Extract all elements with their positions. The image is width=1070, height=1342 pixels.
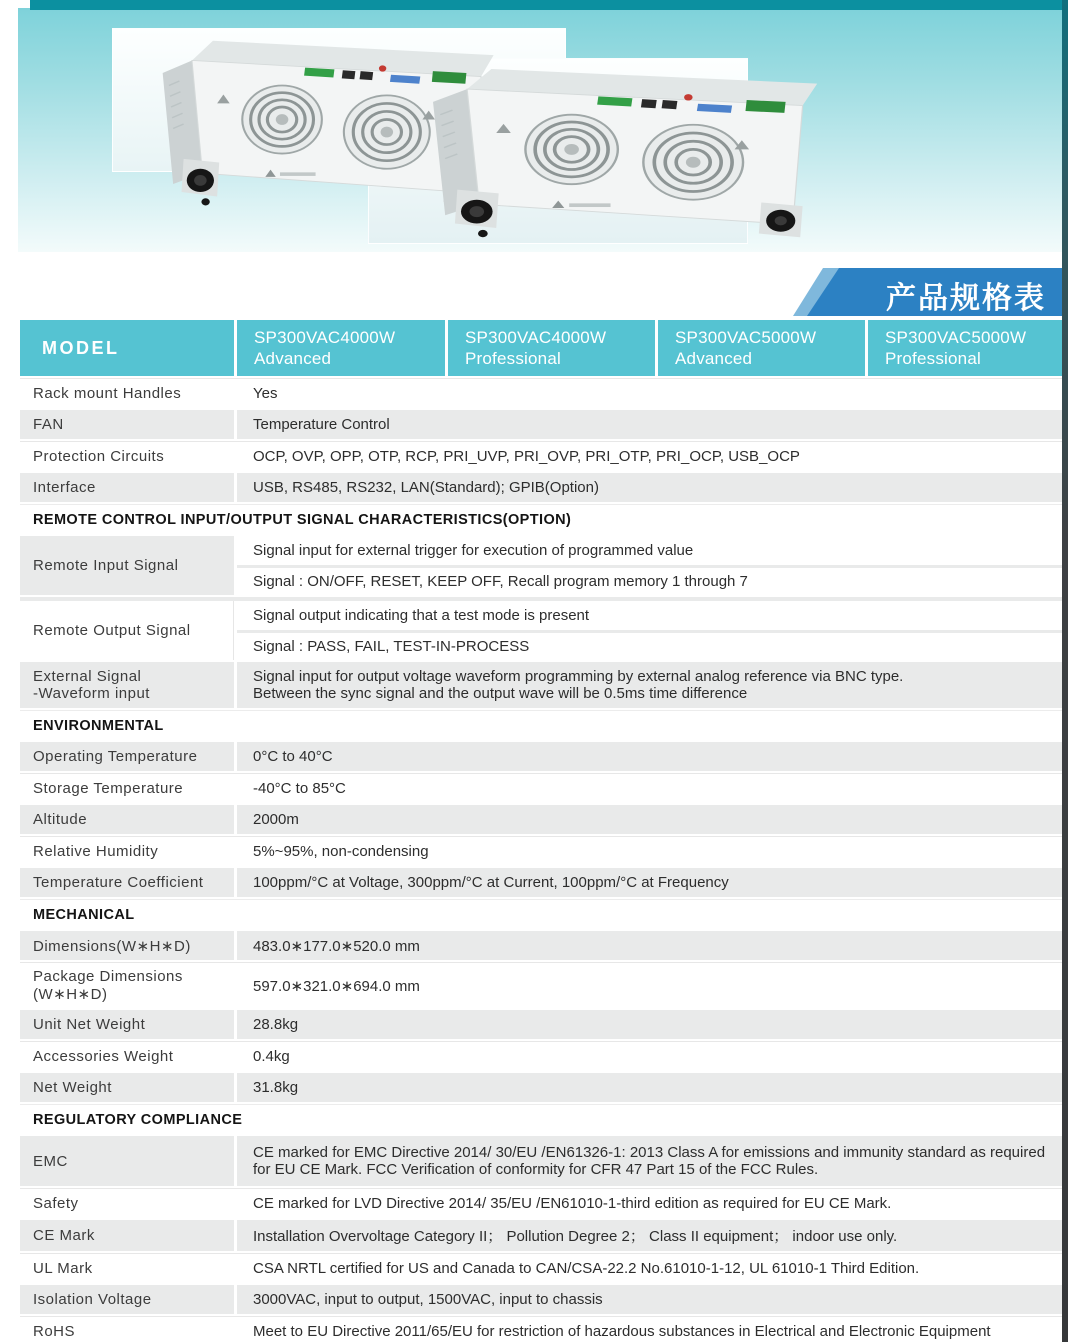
- spec-row-dimensions: [20, 931, 1062, 960]
- spec-sheet-banner: [793, 268, 1062, 316]
- section-header-environmental: ENVIRONMENTAL: [20, 710, 1062, 740]
- row-value: Signal output indicating that a test mode is present: [237, 601, 1062, 630]
- row-value: CE marked for EMC Directive 2014/ 30/EU /EN61326-1: 2013 Class A for emissions and immunity standard as required for EU CE Mark. FCC Verification of conformity for CFR 47 Part 15 of the FCC Rules.: [237, 1136, 1062, 1186]
- spec-row-relative-humidity: [20, 836, 1062, 866]
- spec-row-rack-mount-handles: [20, 378, 1062, 408]
- row-value: Signal input for external trigger for execution of programmed value: [237, 536, 1062, 565]
- spec-row-package-dimensions: [20, 962, 1062, 1008]
- row-label: Rack mount Handles: [20, 379, 234, 408]
- row-value: 100ppm/°C at Voltage, 300ppm/°C at Current, 100ppm/°C at Frequency: [237, 868, 1062, 897]
- spec-group-remote-output-signal: [20, 597, 1062, 660]
- spec-row-protection-circuits: [20, 441, 1062, 471]
- row-value: USB, RS485, RS232, LAN(Standard); GPIB(Option): [237, 473, 1062, 502]
- row-label: FAN: [20, 410, 234, 439]
- row-value: Yes: [237, 379, 1062, 408]
- row-label: Temperature Coefficient: [20, 868, 234, 897]
- spec-row-interface: [20, 473, 1062, 502]
- table-header-row: [20, 320, 1062, 376]
- model-header-cell: MODEL: [42, 337, 120, 358]
- section-header-mechanical: MECHANICAL: [20, 899, 1062, 929]
- spec-row-operating-temperature: [20, 742, 1062, 771]
- row-value: -40°C to 85°C: [237, 774, 1062, 803]
- row-label: Interface: [20, 473, 234, 502]
- power-supply-image-front: [416, 58, 878, 250]
- spec-row-safety: [20, 1188, 1062, 1218]
- row-label: Isolation Voltage: [20, 1285, 234, 1314]
- spec-group-remote-input-signal: [20, 536, 1062, 595]
- spec-row-ul-mark: [20, 1253, 1062, 1283]
- row-value: 3000VAC, input to output, 1500VAC, input to chassis: [237, 1285, 1062, 1314]
- row-value: 0°C to 40°C: [237, 742, 1062, 771]
- row-value: 0.4kg: [237, 1042, 1062, 1071]
- spec-row-external-signal: [20, 662, 1062, 708]
- section-header-regulatory-compliance: REGULATORY COMPLIANCE: [20, 1104, 1062, 1134]
- column-header-sp300vac4000w-advanced: SP300VAC4000W Advanced: [234, 320, 445, 376]
- row-label: Accessories Weight: [20, 1042, 234, 1071]
- row-label: Net Weight: [20, 1073, 234, 1102]
- row-label: UL Mark: [20, 1254, 234, 1283]
- spec-row-fan: [20, 410, 1062, 439]
- spec-row-isolation-voltage: [20, 1285, 1062, 1314]
- row-label: Safety: [20, 1189, 234, 1218]
- row-label: Relative Humidity: [20, 837, 234, 866]
- row-value: CE marked for LVD Directive 2014/ 35/EU /EN61010-1-third edition as required for EU CE Mark.: [237, 1189, 1062, 1218]
- row-value: Signal : ON/OFF, RESET, KEEP OFF, Recall program memory 1 through 7: [237, 565, 1062, 595]
- row-label: External Signal -Waveform input: [20, 662, 234, 708]
- row-value: Signal : PASS, FAIL, TEST-IN-PROCESS: [237, 630, 1062, 660]
- row-value: 483.0∗177.0∗520.0 mm: [237, 931, 1062, 960]
- row-value: Signal input for output voltage waveform programming by external analog reference via BNC type. Between the sync signal and the output wave will be 0.5ms time difference: [237, 662, 1062, 708]
- column-header-sp300vac4000w-professional: SP300VAC4000W Professional: [445, 320, 655, 376]
- spec-row-altitude: [20, 805, 1062, 834]
- row-label: Dimensions(W∗H∗D): [20, 931, 234, 960]
- spec-row-emc: [20, 1136, 1062, 1186]
- spec-row-rohs: [20, 1316, 1062, 1342]
- row-label: Package Dimensions (W∗H∗D): [20, 963, 234, 1008]
- spec-table: [20, 320, 1062, 1342]
- spec-row-temperature-coefficient: [20, 868, 1062, 897]
- top-edge-bar: [30, 0, 1062, 10]
- row-value: 31.8kg: [237, 1073, 1062, 1102]
- row-label: Unit Net Weight: [20, 1010, 234, 1039]
- column-header-sp300vac5000w-professional: SP300VAC5000W Professional: [865, 320, 1062, 376]
- column-header-sp300vac5000w-advanced: SP300VAC5000W Advanced: [655, 320, 865, 376]
- row-value: 5%~95%, non-condensing: [237, 837, 1062, 866]
- row-label: Remote Input Signal: [20, 536, 234, 595]
- row-label: EMC: [20, 1136, 234, 1186]
- spec-row-ce-mark: [20, 1220, 1062, 1251]
- row-label: CE Mark: [20, 1220, 234, 1251]
- spec-row-net-weight: [20, 1073, 1062, 1102]
- row-value: OCP, OVP, OPP, OTP, RCP, PRI_UVP, PRI_OVP, PRI_OTP, PRI_OCP, USB_OCP: [237, 442, 1062, 471]
- spec-row-unit-net-weight: [20, 1010, 1062, 1039]
- row-label: Storage Temperature: [20, 774, 234, 803]
- banner-title: 产品规格表: [886, 282, 1046, 315]
- row-value: 28.8kg: [237, 1010, 1062, 1039]
- row-label: Altitude: [20, 805, 234, 834]
- row-value: Installation Overvoltage Category II； Pollution Degree 2； Class II equipment； indoor use only.: [237, 1220, 1062, 1251]
- section-header-remote-control: REMOTE CONTROL INPUT/OUTPUT SIGNAL CHARACTERISTICS(OPTION): [20, 504, 1062, 534]
- row-value: Meet to EU Directive 2011/65/EU for restriction of hazardous substances in Electrical and Electronic Equipment: [237, 1317, 1062, 1342]
- row-label: RoHS: [20, 1317, 234, 1342]
- row-value: 597.0∗321.0∗694.0 mm: [237, 963, 1062, 1008]
- row-label: Operating Temperature: [20, 742, 234, 771]
- row-value: Temperature Control: [237, 410, 1062, 439]
- row-value: CSA NRTL certified for US and Canada to CAN/CSA-22.2 No.61010-1-12, UL 61010-1 Third Edition.: [237, 1254, 1062, 1283]
- row-label: Protection Circuits: [20, 442, 234, 471]
- row-value: 2000m: [237, 805, 1062, 834]
- spec-row-storage-temperature: [20, 773, 1062, 803]
- spec-row-accessories-weight: [20, 1041, 1062, 1071]
- row-label: Remote Output Signal: [20, 601, 234, 660]
- right-edge-strip: [1062, 0, 1068, 1342]
